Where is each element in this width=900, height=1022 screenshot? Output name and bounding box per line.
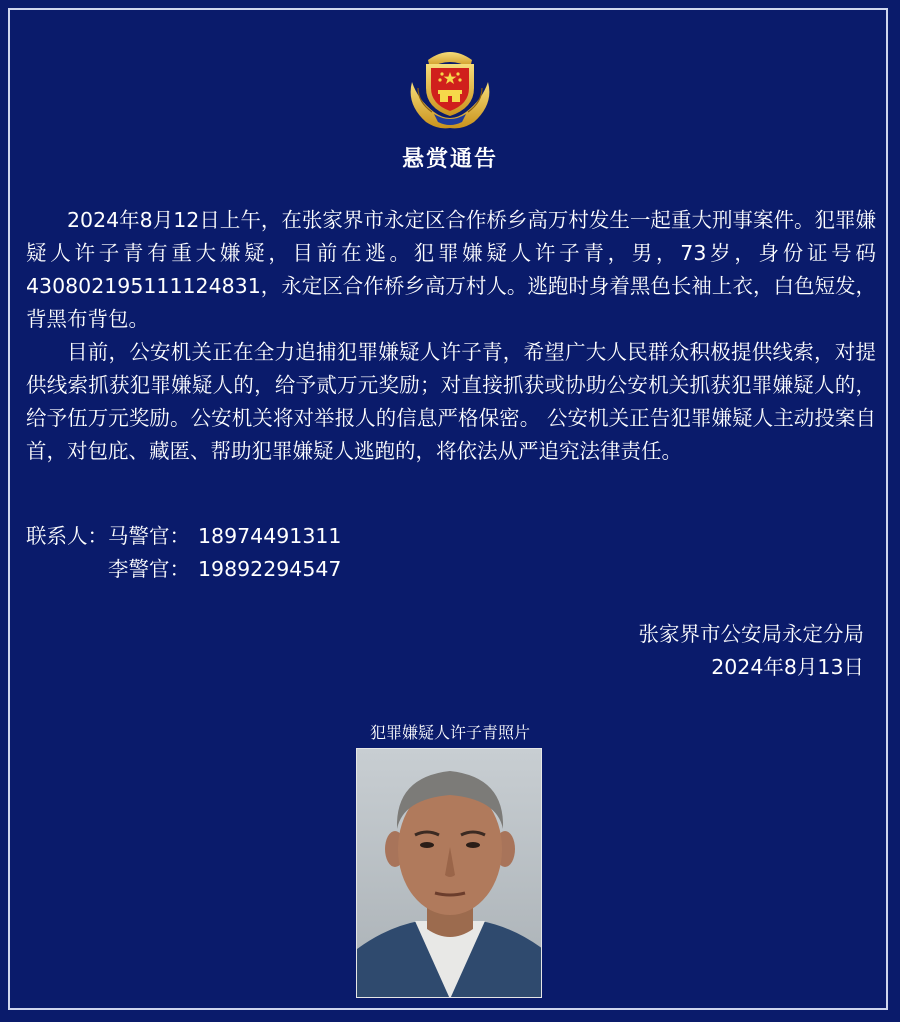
contact-name: 马警官： — [108, 524, 190, 548]
contact-block — [26, 520, 341, 586]
notice-body — [26, 204, 876, 468]
contact-row — [26, 520, 341, 553]
signature-block — [639, 618, 865, 684]
contact-row — [26, 553, 341, 586]
contact-name: 李警官： — [108, 557, 190, 581]
contact-label: 联系人： — [26, 524, 108, 548]
issuer-name: 张家界市公安局永定分局 — [638, 622, 864, 646]
issue-date: 2024年8月13日 — [711, 655, 864, 679]
notice-title: 悬赏通告 — [401, 147, 498, 172]
paragraph-reward: 目前，公安机关正在全力追捕犯罪嫌疑人许子青，希望广大人民群众积极提供线索，对提供线索抓获犯罪嫌疑人的，给予贰万元奖励；对直接抓获或协助公安机关抓获犯罪嫌疑人的，给予伍万元奖励。公安机关将对举报人的信息严格保密。 公安机关正告犯罪嫌疑人主动投案自首，对包庇、藏匿、帮助犯罪嫌疑人逃跑的，将依法从严追究法律责任。 — [26, 340, 876, 463]
contact-phone[interactable]: 18974491311 — [198, 524, 342, 548]
paragraph-case: 2024年8月12日上午，在张家界市永定区合作桥乡高万村发生一起重大刑事案件。犯罪嫌疑人许子青有重大嫌疑，目前在逃。犯罪嫌疑人许子青，男，73岁，身份证号码430802195111124831，永定区合作桥乡高万村人。逃跑时身着黑色长袖上衣，白色短发，背黑布背包。 — [26, 208, 876, 331]
contact-phone[interactable]: 19892294547 — [198, 557, 342, 581]
police-emblem-icon — [404, 42, 496, 132]
suspect-photo — [356, 748, 542, 998]
photo-caption: 犯罪嫌疑人许子青照片 — [369, 723, 530, 742]
